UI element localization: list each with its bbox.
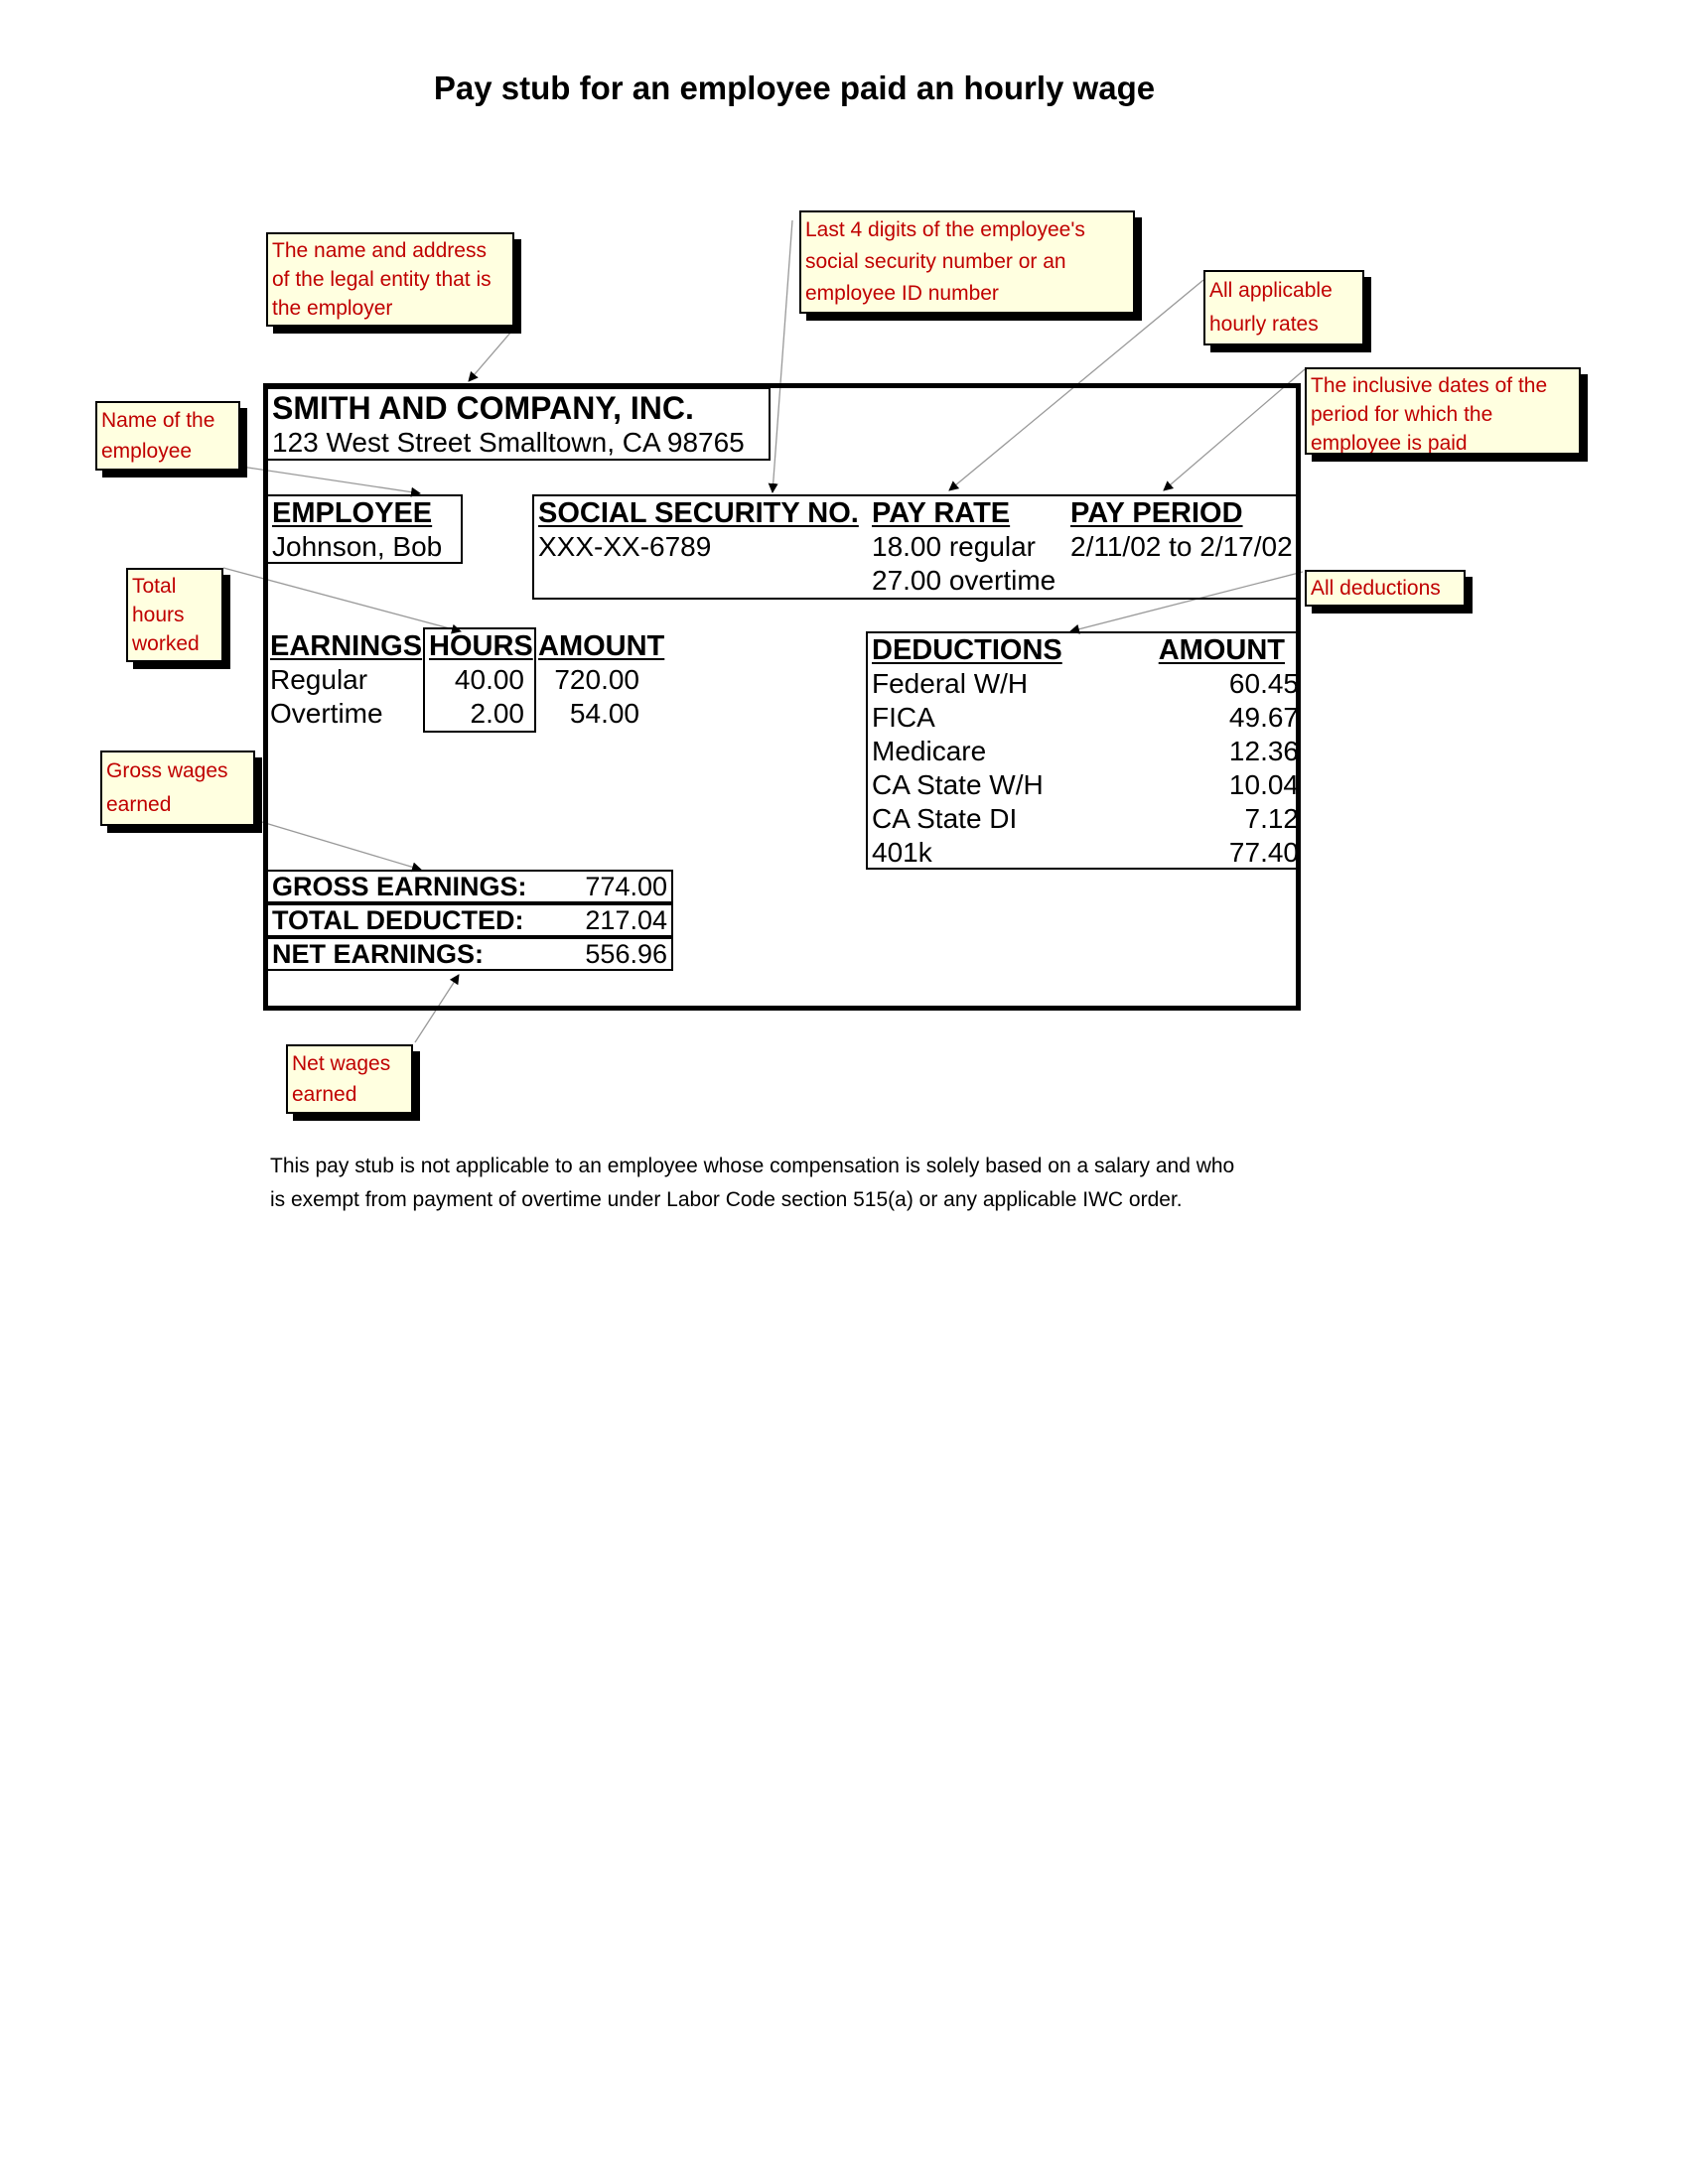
deduction-row-type: Medicare [872,736,987,766]
pay-period-column [1070,496,1293,564]
page-title: Pay stub for an employee paid an hourly wage [433,69,1156,106]
callout-employee-name: Name of the employee [95,401,240,471]
deduction-row-type: Federal W/H [872,668,1029,699]
employee-header: EMPLOYEE [272,497,433,529]
total-deducted-row [266,903,673,937]
deduction-row-amount: 7.12 [1244,803,1299,834]
earnings-header-hours: HOURS [429,630,533,662]
callout-net-wages: Net wages earned [286,1044,413,1114]
pay-rate-header: PAY RATE [872,497,1011,529]
employer-block [266,387,771,461]
employer-address: 123 West Street Smalltown, CA 98765 [272,427,745,458]
earnings-row-hours: 2.00 [470,698,524,729]
total-deducted-label: TOTAL DEDUCTED: [272,905,524,935]
earnings-header-type: EARNINGS [270,630,423,662]
gross-earnings-row [266,870,673,903]
ssn-value: XXX-XX-6789 [538,531,712,562]
callout-hours-worked: Total hours worked [126,568,223,662]
callout-gross-wages: Gross wages earned [100,751,255,826]
gross-earnings-value: 774.00 [585,872,667,901]
deduction-row-amount: 60.45 [1228,668,1299,699]
deduction-row-amount: 77.40 [1228,837,1299,868]
callout-employer: The name and address of the legal entity that is the employer [266,232,514,327]
pay-rate-overtime: 27.00 overtime [872,565,1056,596]
earnings-row-hours: 40.00 [454,664,524,695]
net-earnings-row [266,937,673,971]
callout-pay-period: The inclusive dates of the period for which the employee is paid [1305,367,1581,455]
total-deducted-value: 217.04 [585,905,667,935]
gross-earnings-label: GROSS EARNINGS: [272,872,527,901]
earnings-row-amount: 720.00 [554,664,639,695]
pay-period-value: 2/11/02 to 2/17/02 [1070,531,1293,562]
employee-block [266,494,463,564]
employee-name: Johnson, Bob [272,531,443,562]
deduction-row-amount: 10.04 [1228,769,1299,800]
ssn-header: SOCIAL SECURITY NO. [538,497,859,529]
deduction-row-amount: 12.36 [1228,736,1299,766]
callout-deductions: All deductions [1305,570,1466,607]
earnings-row-type: Overtime [270,698,383,729]
deduction-row-amount: 49.67 [1228,702,1299,733]
deductions-header-type: DEDUCTIONS [872,634,1062,666]
pay-rate-column [872,496,1055,598]
employer-name: SMITH AND COMPANY, INC. [272,390,694,426]
deductions-table [866,631,1301,870]
ssn-column [538,496,859,564]
earnings-row-amount: 54.00 [569,698,639,729]
earnings-header-amount: AMOUNT [538,630,665,662]
net-earnings-label: NET EARNINGS: [272,939,485,969]
hours-column-box [423,627,536,733]
deduction-row-type: CA State DI [872,803,1018,834]
footnote: This pay stub is not applicable to an employee whose compensation is solely based on a salary and who is exempt from payment of overtime under Labor Code section 515(a) or any applicable IWC order. [270,1155,1235,1211]
employee-info-block [532,494,1301,600]
callout-ssn: Last 4 digits of the employee's social security number or an employee ID number [799,210,1135,314]
deduction-row-type: FICA [872,702,935,733]
pay-period-header: PAY PERIOD [1070,497,1243,529]
callout-hourly-rates: All applicable hourly rates [1203,270,1364,345]
earnings-row-type: Regular [270,664,368,695]
deduction-row-type: 401k [872,837,932,868]
pay-rate-regular: 18.00 regular [872,531,1037,562]
net-earnings-value: 556.96 [585,939,667,969]
deductions-header-amount: AMOUNT [1158,634,1285,666]
deduction-row-type: CA State W/H [872,769,1044,800]
